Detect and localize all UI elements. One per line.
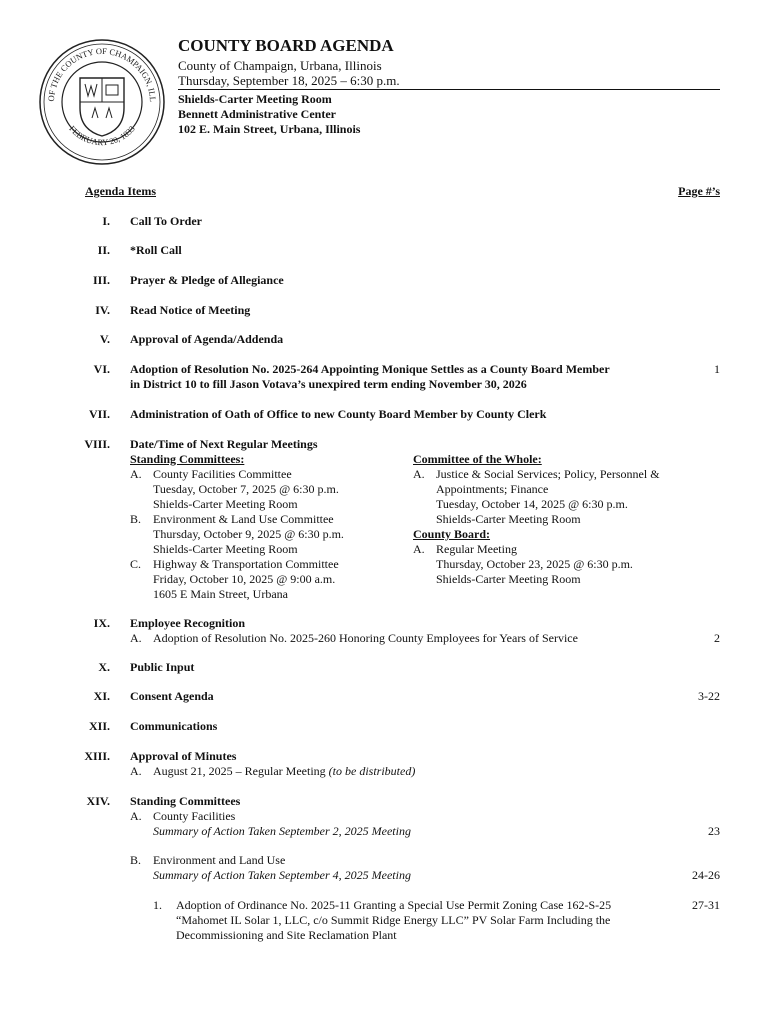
page-ref: 2	[714, 631, 720, 645]
meeting-when: Thursday, October 23, 2025 @ 6:30 p.m.	[436, 557, 633, 571]
page-title: COUNTY BOARD AGENDA	[178, 36, 394, 55]
agenda-item-line: in District 10 to fill Jason Votava’s unexpired term ending November 30, 2026	[130, 377, 527, 391]
sub-item-text: Adoption of Resolution No. 2025-260 Honoring County Employees for Years of Service	[153, 631, 578, 645]
agenda-item-approval-minutes: Approval of Minutes	[130, 749, 237, 763]
committee-entry	[130, 809, 411, 839]
page-ref: 23	[708, 824, 720, 838]
page-ref: 3-22	[698, 689, 720, 703]
sub-letter: A.	[130, 631, 142, 645]
agenda-item-standing-committees: Standing Committees	[130, 794, 241, 808]
meeting-letter: A.	[130, 467, 142, 481]
meeting-name: Highway & Transportation Committee	[153, 557, 339, 571]
item-number: VIII.	[84, 437, 110, 451]
meeting-when: Thursday, October 9, 2025 @ 6:30 p.m.	[153, 527, 344, 541]
meeting-when: Friday, October 10, 2025 @ 9:00 a.m.	[153, 572, 336, 586]
ordinance-number: 1.	[153, 898, 162, 912]
seal-ring-bottom-text: FEBRUARY 20, 1833	[67, 123, 137, 148]
item-number: II.	[97, 243, 110, 257]
sub-item-text: August 21, 2025 – Regular Meeting	[153, 764, 326, 778]
ordinance-item	[153, 898, 646, 943]
meeting-where: Shields-Carter Meeting Room	[153, 542, 298, 556]
meeting-name: Environment & Land Use Committee	[153, 512, 334, 526]
item-number: VI.	[93, 362, 110, 376]
sub-item	[130, 631, 578, 646]
item-number: XII.	[88, 719, 110, 733]
meeting-address: 102 E. Main Street, Urbana, Illinois	[178, 122, 361, 136]
agenda-item-next-meetings: Date/Time of Next Regular Meetings	[130, 437, 318, 451]
ordinance-line: “Mahomet IL Solar 1, LLC, c/o Summit Ridge Energy LLC” PV Solar Farm Including the	[176, 913, 611, 927]
committee-entry	[130, 853, 411, 883]
sub-letter: A.	[130, 809, 142, 823]
ordinance-line: Decommissioning and Site Reclamation Plant	[176, 928, 397, 942]
seal-ring-top-text: OF THE COUNTY OF CHAMPAIGN, ILL	[45, 45, 159, 103]
agenda-item-roll-call: *Roll Call	[130, 243, 182, 257]
item-number: VII.	[88, 407, 110, 421]
sub-letter: A.	[130, 764, 142, 778]
county-seal	[38, 38, 166, 166]
committee-summary: Summary of Action Taken September 2, 2025 Meeting	[153, 824, 411, 838]
meeting-room: Shields-Carter Meeting Room	[178, 92, 332, 106]
meeting-entry	[413, 542, 713, 587]
meeting-when: Tuesday, October 14, 2025 @ 6:30 p.m.	[436, 497, 628, 511]
meeting-name: Appointments; Finance	[436, 482, 549, 496]
meeting-name: Regular Meeting	[436, 542, 517, 556]
page-ref: 24-26	[692, 868, 720, 882]
agenda-item-communications: Communications	[130, 719, 218, 733]
item-number: XIII.	[84, 749, 110, 763]
meeting-datetime: Thursday, September 18, 2025 – 6:30 p.m.	[178, 73, 400, 88]
meeting-where: Shields-Carter Meeting Room	[153, 497, 298, 511]
item-number: I.	[102, 214, 110, 228]
committee-summary: Summary of Action Taken September 4, 2025 Meeting	[153, 868, 411, 882]
item-number: V.	[99, 332, 110, 346]
item-number: XIV.	[86, 794, 110, 808]
meeting-entry	[413, 467, 713, 527]
meeting-entry	[130, 467, 390, 602]
meeting-letter: B.	[130, 512, 142, 526]
sub-item	[130, 764, 415, 779]
sub-item-note: (to be distributed)	[328, 764, 416, 778]
meeting-letter: A.	[413, 467, 425, 481]
meeting-where: 1605 E Main Street, Urbana	[153, 587, 288, 601]
agenda-item-prayer-pledge: Prayer & Pledge of Allegiance	[130, 273, 284, 287]
agenda-item-resolution-appointment	[130, 362, 610, 392]
shield-icon	[80, 78, 124, 136]
item-number: III.	[92, 273, 110, 287]
committee-of-whole-label: Committee of the Whole:	[413, 452, 542, 466]
meeting-when: Tuesday, October 7, 2025 @ 6:30 p.m.	[153, 482, 339, 496]
item-number: XI.	[93, 689, 110, 703]
agenda-item-approval-agenda: Approval of Agenda/Addenda	[130, 332, 284, 346]
item-number: IX.	[93, 616, 110, 630]
agenda-item-consent-agenda: Consent Agenda	[130, 689, 214, 703]
agenda-item-employee-recognition: Employee Recognition	[130, 616, 245, 630]
header-rule	[178, 89, 720, 90]
committee-name: County Facilities	[153, 809, 236, 823]
agenda-item-public-input: Public Input	[130, 660, 195, 674]
page-ref: 27-31	[692, 898, 720, 912]
ordinance-line: Adoption of Ordinance No. 2025-11 Granting a Special Use Permit Zoning Case 162-S-25	[176, 898, 612, 912]
meeting-location: County of Champaign, Urbana, Illinois	[178, 58, 382, 73]
item-number: X.	[98, 660, 110, 674]
agenda-item-call-to-order: Call To Order	[130, 214, 203, 228]
committee-name: Environment and Land Use	[153, 853, 286, 867]
meeting-building: Bennett Administrative Center	[178, 107, 336, 121]
sub-letter: B.	[130, 853, 142, 867]
meeting-where: Shields-Carter Meeting Room	[436, 512, 581, 526]
meeting-letter: A.	[413, 542, 425, 556]
agenda-item-read-notice: Read Notice of Meeting	[130, 303, 251, 317]
county-board-label: County Board:	[413, 527, 491, 541]
page-numbers-heading: Page #’s	[678, 184, 720, 198]
agenda-item-line: Adoption of Resolution No. 2025-264 Appointing Monique Settles as a County Board Member	[130, 362, 610, 376]
meeting-where: Shields-Carter Meeting Room	[436, 572, 581, 586]
standing-committees-label: Standing Committees:	[130, 452, 245, 466]
meeting-name: County Facilities Committee	[153, 467, 292, 481]
agenda-items-heading: Agenda Items	[85, 184, 156, 198]
meeting-letter: C.	[130, 557, 142, 571]
page-ref: 1	[714, 362, 720, 376]
agenda-item-oath-of-office: Administration of Oath of Office to new County Board Member by County Clerk	[130, 407, 547, 421]
meeting-name: Justice & Social Services; Policy, Personnel &	[436, 467, 660, 481]
item-number: IV.	[95, 303, 110, 317]
